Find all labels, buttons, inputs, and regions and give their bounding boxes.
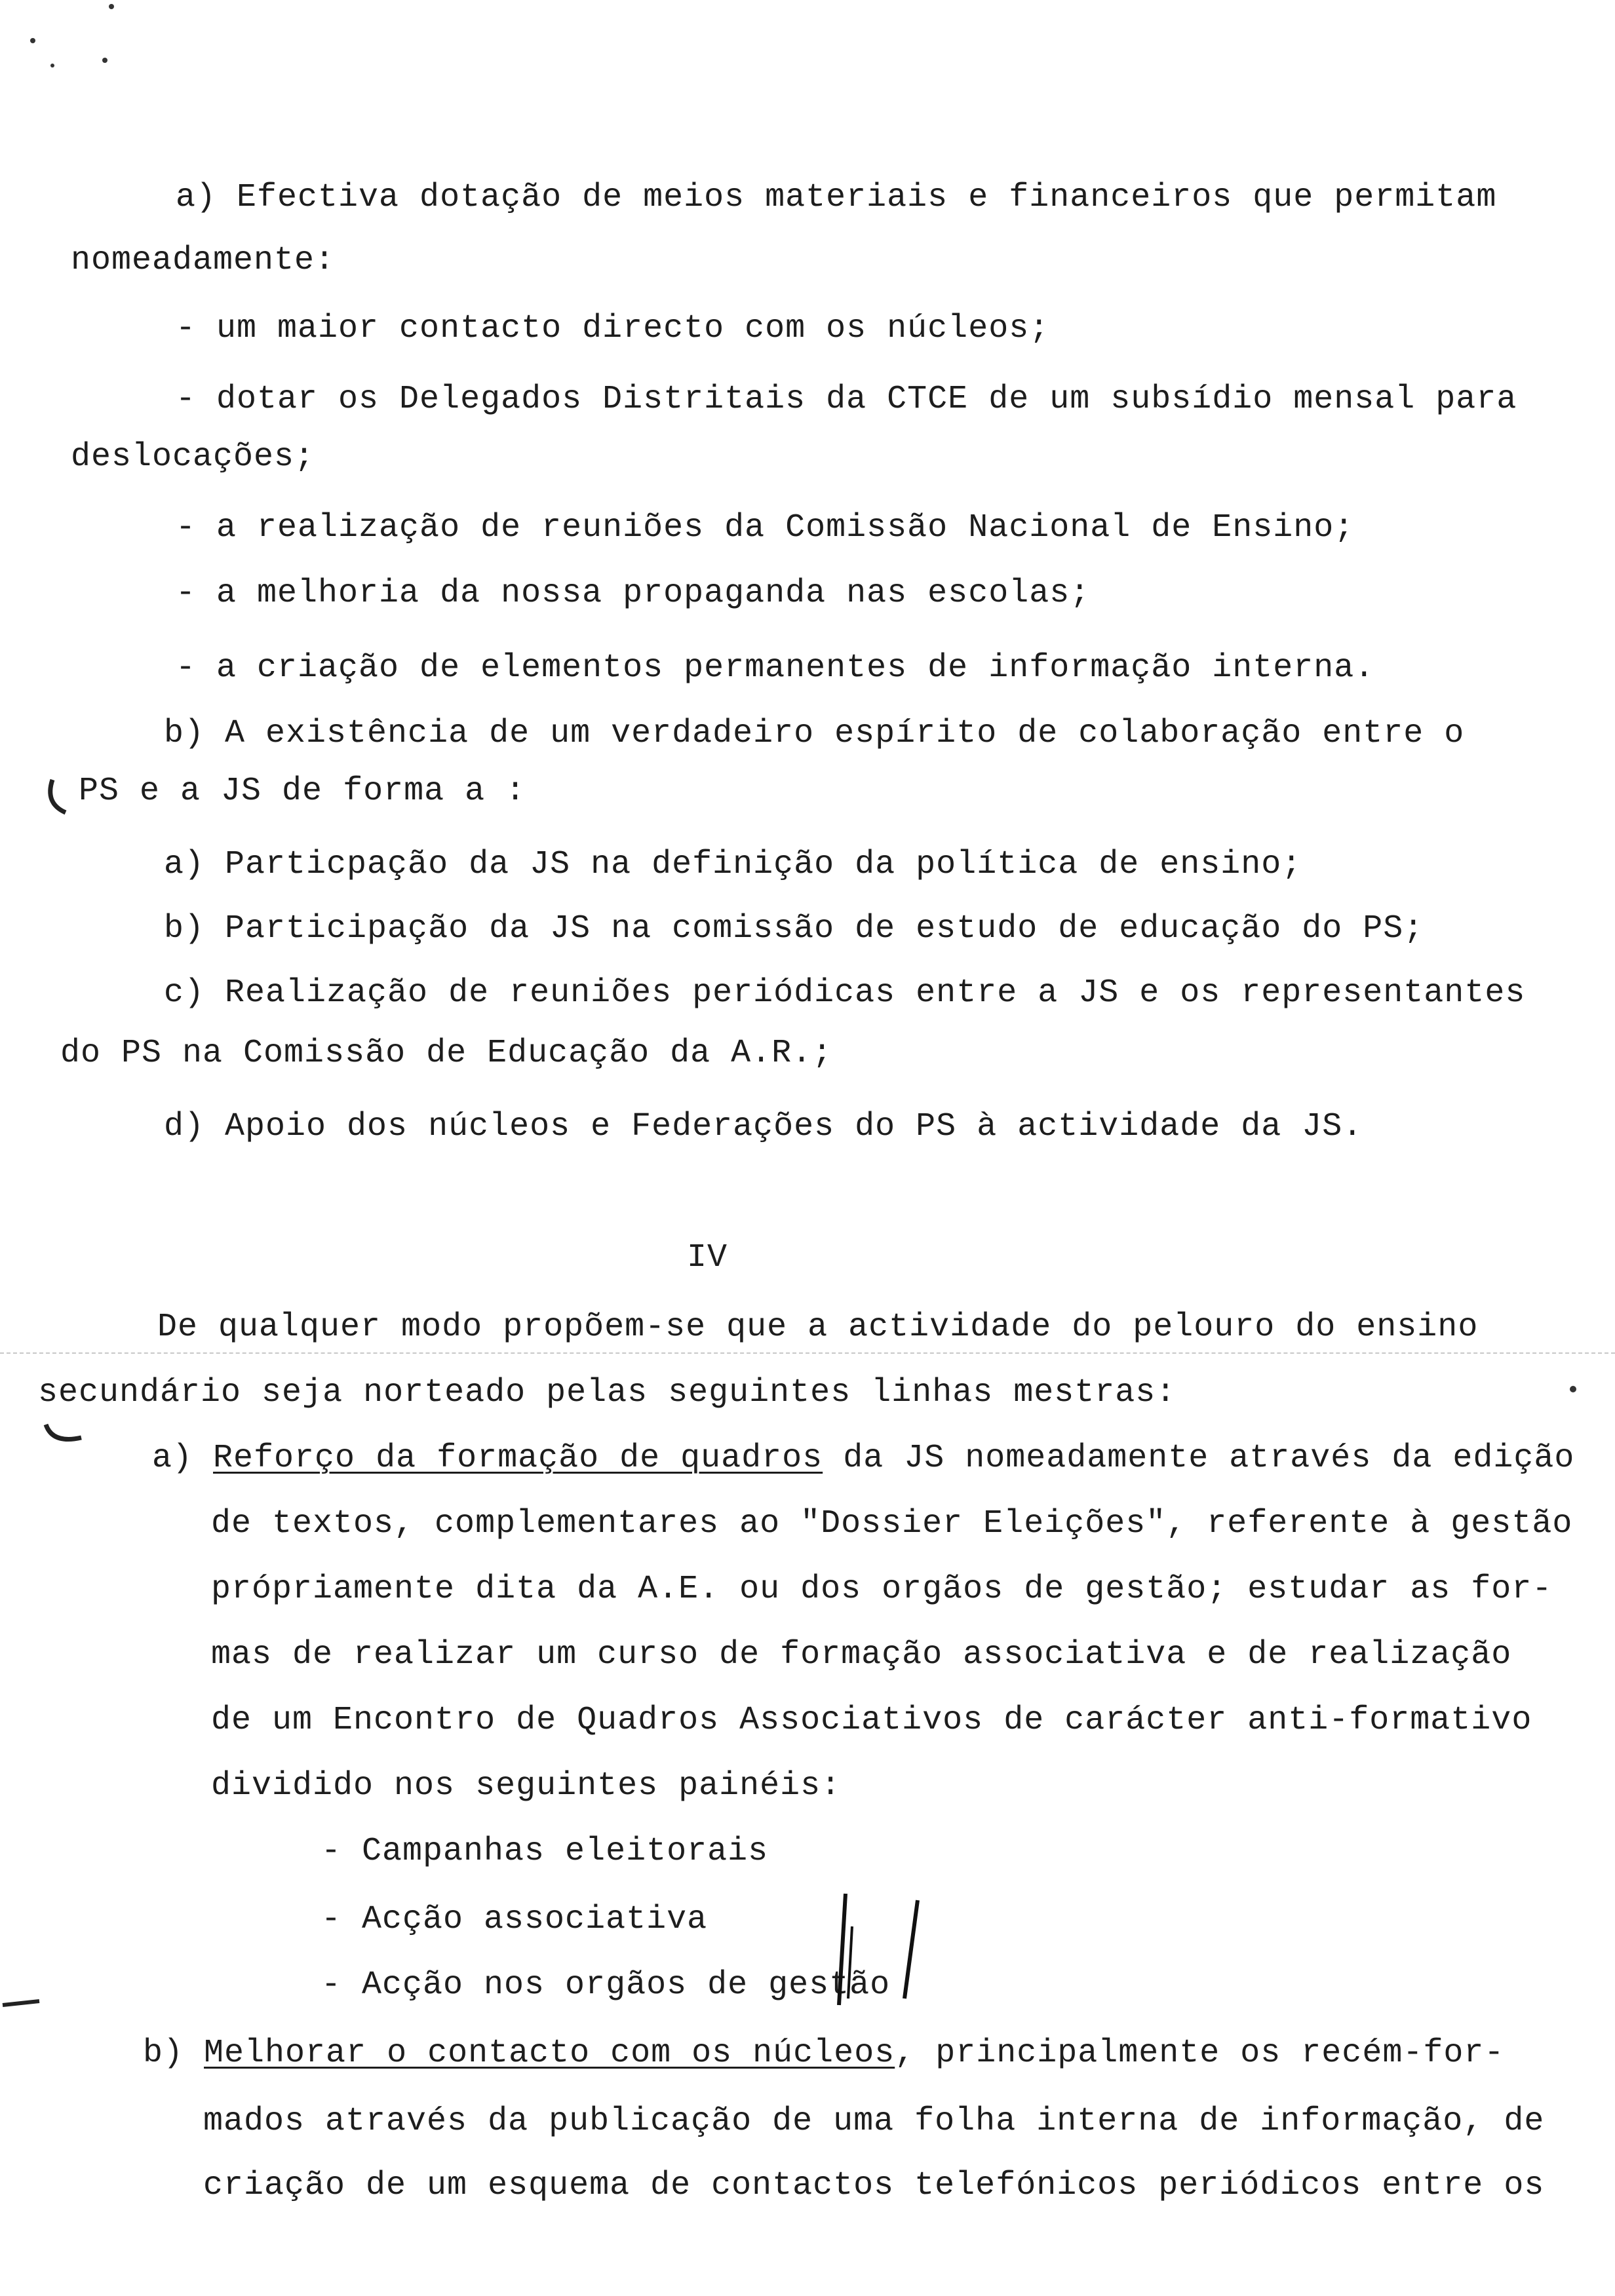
item-b-iv-line1 <box>143 2034 1504 2073</box>
sub-item: a) Particpação da JS na definição da política de ensino; <box>164 846 1302 883</box>
section-iv-intro-line1: De qualquer modo propõem-se que a actividade do pelouro do ensino <box>157 1309 1479 1346</box>
section-iv-intro-line2: secundário seja norteado pelas seguintes linhas mestras: <box>38 1374 1177 1411</box>
item-a-line: de textos, complementares ao "Dossier Eleições", referente à gestão <box>211 1505 1573 1542</box>
bullet-item: - a realização de reuniões da Comissão Nacional de Ensino; <box>176 509 1355 546</box>
bullet-item: - um maior contacto directo com os núcleos; <box>176 310 1050 347</box>
item-a-line: dividido nos seguintes painéis: <box>211 1767 842 1805</box>
item-a-line1 <box>152 1439 1574 1478</box>
item-b-line1: b) A existência de um verdadeiro espírito de colaboração entre o <box>164 715 1465 752</box>
bullet-item: - a criação de elementos permanentes de informação interna. <box>176 649 1375 687</box>
bullet-item-continuation: deslocações; <box>71 438 315 476</box>
bullet-item: - dotar os Delegados Distritais da CTCE de um subsídio mensal para <box>176 381 1517 418</box>
item-b-rest: , principalmente os recém-for- <box>895 2035 1505 2072</box>
item-a-line: de um Encontro de Quadros Associativos de carácter anti-formativo <box>211 1702 1532 1739</box>
item-a-line: mas de realizar um curso de formação associativa e de realização <box>211 1636 1512 1674</box>
panel-item: - Acção associativa <box>321 1901 708 1938</box>
section-heading: IV <box>687 1239 728 1276</box>
item-a-intro-line1: a) Efectiva dotação de meios materiais e financeiros que permitam <box>176 179 1497 216</box>
panel-item: - Campanhas eleitorais <box>321 1833 769 1870</box>
item-a-intro-line2: nomeadamente: <box>71 242 336 279</box>
panel-item: - Acção nos orgãos de gestão <box>321 1966 891 2004</box>
item-b-underlined-title: Melhorar o contacto com os núcleos <box>204 2035 895 2072</box>
sub-item: d) Apoio dos núcleos e Federações do PS à actividade da JS. <box>164 1108 1363 1145</box>
item-a-label: a) <box>152 1440 193 1477</box>
item-b-line2: PS e a JS de forma a : <box>79 773 526 810</box>
scan-speck-marks <box>1560 1376 1586 1402</box>
margin-bracket-mark <box>39 1415 98 1461</box>
item-a-underlined-title: Reforço da formação de quadros <box>213 1440 823 1477</box>
item-b-iv-line: mados através da publicação de uma folha interna de informação, de <box>203 2103 1545 2140</box>
sub-item-continuation: do PS na Comissão de Educação da A.R.; <box>60 1035 833 1072</box>
scan-fold-line <box>0 1352 1615 1354</box>
sub-item: c) Realização de reuniões periódicas entre a JS e os representantes <box>164 974 1526 1012</box>
scan-edge-mark <box>0 1992 52 2018</box>
pen-stroke-marks <box>819 1887 937 2018</box>
item-a-rest: da JS nomeadamente através da edição <box>823 1440 1575 1477</box>
scan-speck-marks <box>13 0 118 72</box>
item-b-label: b) <box>143 2035 184 2072</box>
sub-item: b) Participação da JS na comissão de estudo de educação do PS; <box>164 910 1424 947</box>
bullet-item: - a melhoria da nossa propaganda nas escolas; <box>176 575 1091 612</box>
item-b-iv-line: criação de um esquema de contactos telefónicos periódicos entre os <box>203 2167 1545 2204</box>
item-a-line: própriamente dita da A.E. ou dos orgãos de gestão; estudar as for- <box>211 1571 1553 1608</box>
